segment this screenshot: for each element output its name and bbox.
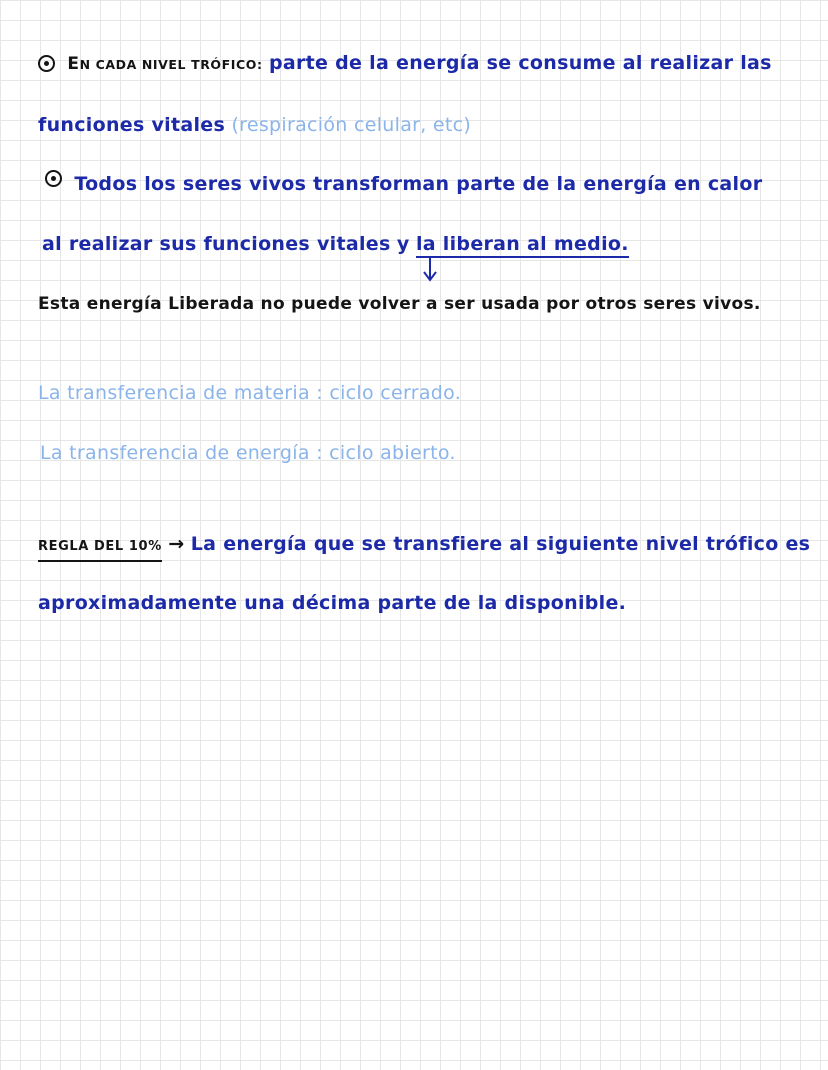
note-line-2 bbox=[38, 114, 471, 136]
text-energia-consume: parte de la energía se consume al realizar las bbox=[268, 52, 772, 74]
text-transferencia-energia: La transferencia de energía : ciclo abierto. bbox=[40, 442, 456, 464]
heading-regla-10: REGLA DEL 10% bbox=[38, 539, 162, 562]
text-decima-parte: aproximadamente una décima parte de la disponible. bbox=[38, 592, 627, 614]
text-funciones-vitales: funciones vitales bbox=[38, 114, 226, 136]
note-line-1 bbox=[38, 52, 772, 74]
note-line-5 bbox=[38, 294, 761, 314]
note-line-6 bbox=[38, 382, 461, 404]
circled-dot-icon bbox=[45, 170, 62, 187]
down-arrow-icon bbox=[423, 256, 437, 282]
note-line-8 bbox=[38, 533, 810, 555]
note-line-4 bbox=[42, 233, 629, 255]
heading-nivel-trofico: N CADA NIVEL TRÓFICO: bbox=[79, 57, 263, 72]
note-line-9 bbox=[38, 592, 626, 614]
text-liberan-al-medio: la liberan al medio. bbox=[416, 233, 629, 258]
heading-initial: E bbox=[67, 54, 80, 74]
text-energia-liberada: Esta energía Liberada no puede volver a ser usada por otros seres vivos. bbox=[38, 294, 761, 314]
text-transferencia-materia: La transferencia de materia : ciclo cerrado. bbox=[38, 382, 462, 404]
note-line-3 bbox=[45, 170, 762, 195]
text-respiracion-celular: (respiración celular, etc) bbox=[231, 114, 472, 136]
text-al-realizar: al realizar sus funciones vitales bbox=[42, 233, 391, 255]
text-y: y bbox=[396, 233, 410, 255]
text-seres-vivos-calor: Todos los seres vivos transforman parte de la energía en calor bbox=[74, 173, 763, 195]
arrow-right-icon: → bbox=[168, 533, 185, 555]
circled-dot-icon bbox=[38, 55, 55, 72]
note-line-7 bbox=[40, 442, 456, 464]
text-energia-transfiere: La energía que se transfiere al siguiente nivel trófico es bbox=[190, 533, 811, 555]
